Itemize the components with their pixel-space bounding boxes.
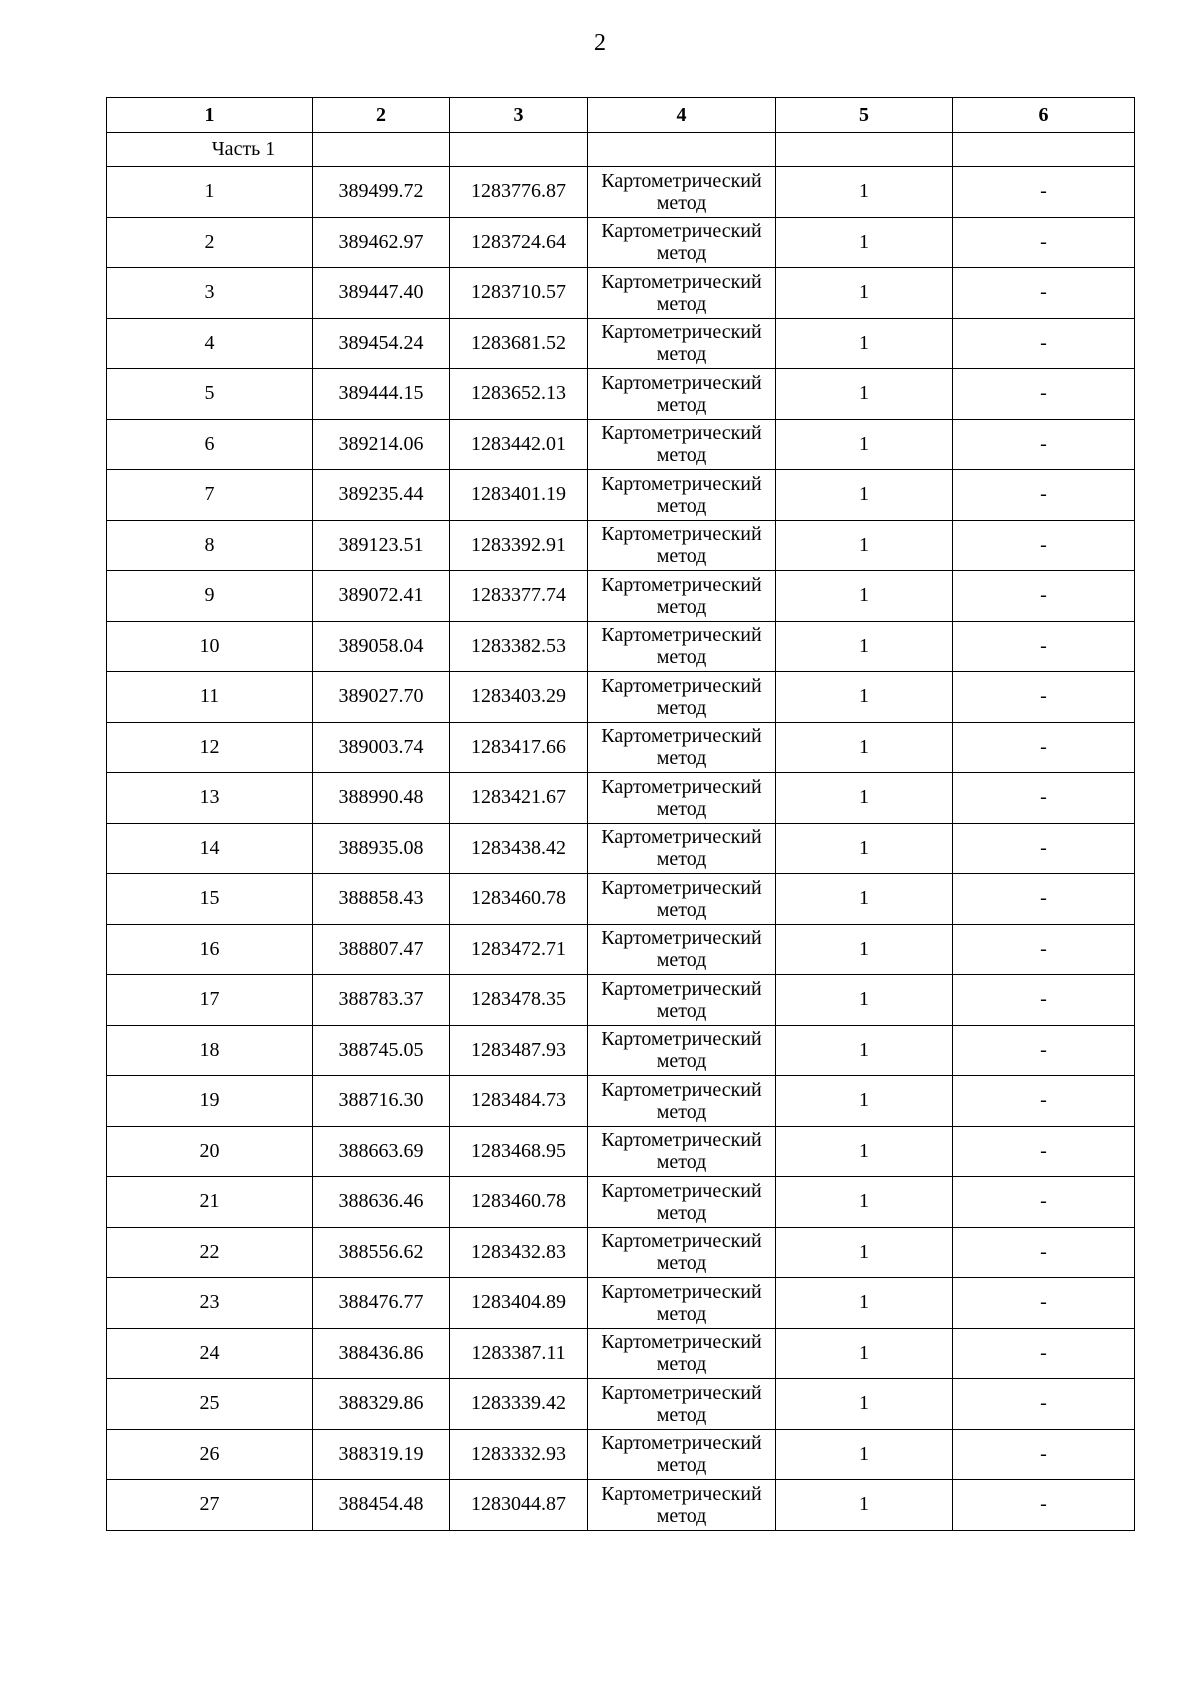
y-coordinate-cell: 1283377.74 — [450, 571, 588, 622]
column-5-cell: 1 — [776, 167, 953, 218]
x-coordinate-cell: 389447.40 — [313, 268, 450, 319]
column-6-cell: - — [953, 975, 1135, 1026]
table-row — [107, 268, 1135, 319]
column-5-cell: 1 — [776, 1126, 953, 1177]
point-number-cell: 10 — [107, 621, 313, 672]
method-line-2: метод — [656, 747, 707, 770]
method-line-2: метод — [656, 949, 707, 972]
table-row — [107, 1278, 1135, 1329]
table-row — [107, 167, 1135, 218]
point-number-cell: 11 — [107, 672, 313, 723]
column-6-cell: - — [953, 268, 1135, 319]
method-line-1: Картометрический — [601, 1331, 762, 1354]
method-line-1: Картометрический — [601, 876, 762, 899]
table-row — [107, 621, 1135, 672]
point-number-cell: 9 — [107, 571, 313, 622]
column-5-cell: 1 — [776, 621, 953, 672]
column-5-cell: 1 — [776, 369, 953, 420]
y-coordinate-cell: 1283472.71 — [450, 924, 588, 975]
empty-cell — [313, 133, 450, 167]
column-5-cell: 1 — [776, 1480, 953, 1531]
method-line-1: Картометрический — [601, 826, 762, 849]
x-coordinate-cell: 388329.86 — [313, 1379, 450, 1430]
y-coordinate-cell: 1283044.87 — [450, 1480, 588, 1531]
point-number-cell: 19 — [107, 1076, 313, 1127]
method-line-1: Картометрический — [601, 1179, 762, 1202]
x-coordinate-cell: 388858.43 — [313, 874, 450, 925]
method-line-1: Картометрический — [601, 523, 762, 546]
point-number-cell: 4 — [107, 318, 313, 369]
empty-cell — [450, 133, 588, 167]
column-6-cell: - — [953, 217, 1135, 268]
header-cell: 5 — [776, 98, 953, 133]
method-line-2: метод — [656, 1454, 707, 1477]
x-coordinate-cell: 388454.48 — [313, 1480, 450, 1531]
method-line-2: метод — [656, 292, 707, 315]
header-cell: 1 — [107, 98, 313, 133]
column-6-cell: - — [953, 1076, 1135, 1127]
empty-cell — [953, 133, 1135, 167]
table-row — [107, 1429, 1135, 1480]
y-coordinate-cell: 1283478.35 — [450, 975, 588, 1026]
method-line-1: Картометрический — [601, 624, 762, 647]
table-row — [107, 924, 1135, 975]
part-row — [107, 133, 1135, 167]
column-6-cell: - — [953, 470, 1135, 521]
method-cell — [588, 1227, 776, 1278]
y-coordinate-cell: 1283392.91 — [450, 520, 588, 571]
point-number-cell: 27 — [107, 1480, 313, 1531]
method-line-1: Картометрический — [601, 927, 762, 950]
y-coordinate-cell: 1283339.42 — [450, 1379, 588, 1430]
method-cell — [588, 1076, 776, 1127]
method-line-1: Картометрический — [601, 472, 762, 495]
table-row — [107, 1227, 1135, 1278]
method-line-2: метод — [656, 999, 707, 1022]
column-5-cell: 1 — [776, 217, 953, 268]
method-cell — [588, 369, 776, 420]
method-line-1: Картометрический — [601, 725, 762, 748]
point-number-cell: 22 — [107, 1227, 313, 1278]
y-coordinate-cell: 1283652.13 — [450, 369, 588, 420]
table-row — [107, 773, 1135, 824]
x-coordinate-cell: 389444.15 — [313, 369, 450, 420]
y-coordinate-cell: 1283487.93 — [450, 1025, 588, 1076]
column-5-cell: 1 — [776, 419, 953, 470]
column-6-cell: - — [953, 1429, 1135, 1480]
method-line-2: метод — [656, 1201, 707, 1224]
method-cell — [588, 773, 776, 824]
point-number-cell: 3 — [107, 268, 313, 319]
column-6-cell: - — [953, 1025, 1135, 1076]
column-5-cell: 1 — [776, 318, 953, 369]
x-coordinate-cell: 388319.19 — [313, 1429, 450, 1480]
y-coordinate-cell: 1283401.19 — [450, 470, 588, 521]
column-6-cell: - — [953, 1227, 1135, 1278]
y-coordinate-cell: 1283724.64 — [450, 217, 588, 268]
method-cell — [588, 672, 776, 723]
x-coordinate-cell: 389235.44 — [313, 470, 450, 521]
header-cell: 4 — [588, 98, 776, 133]
column-5-cell: 1 — [776, 1328, 953, 1379]
x-coordinate-cell: 389123.51 — [313, 520, 450, 571]
method-cell — [588, 1328, 776, 1379]
method-line-1: Картометрический — [601, 1129, 762, 1152]
y-coordinate-cell: 1283460.78 — [450, 874, 588, 925]
point-number-cell: 13 — [107, 773, 313, 824]
method-line-2: метод — [656, 191, 707, 214]
method-cell — [588, 470, 776, 521]
method-cell — [588, 571, 776, 622]
method-cell — [588, 1278, 776, 1329]
point-number-cell: 23 — [107, 1278, 313, 1329]
method-cell — [588, 621, 776, 672]
point-number-cell: 2 — [107, 217, 313, 268]
column-6-cell: - — [953, 520, 1135, 571]
method-line-2: метод — [656, 646, 707, 669]
point-number-cell: 8 — [107, 520, 313, 571]
part-label: Часть 1 — [107, 133, 313, 167]
table-row — [107, 1177, 1135, 1228]
table-row — [107, 1076, 1135, 1127]
method-line-2: метод — [656, 797, 707, 820]
method-line-2: метод — [656, 1504, 707, 1527]
x-coordinate-cell: 388807.47 — [313, 924, 450, 975]
x-coordinate-cell: 388436.86 — [313, 1328, 450, 1379]
method-line-1: Картометрический — [601, 1230, 762, 1253]
table-row — [107, 823, 1135, 874]
column-6-cell: - — [953, 924, 1135, 975]
column-5-cell: 1 — [776, 773, 953, 824]
column-5-cell: 1 — [776, 722, 953, 773]
method-line-1: Картометрический — [601, 270, 762, 293]
column-5-cell: 1 — [776, 470, 953, 521]
method-line-2: метод — [656, 343, 707, 366]
y-coordinate-cell: 1283468.95 — [450, 1126, 588, 1177]
y-coordinate-cell: 1283710.57 — [450, 268, 588, 319]
method-line-2: метод — [656, 1302, 707, 1325]
table-row — [107, 318, 1135, 369]
method-cell — [588, 823, 776, 874]
column-6-cell: - — [953, 672, 1135, 723]
y-coordinate-cell: 1283460.78 — [450, 1177, 588, 1228]
table-row — [107, 1328, 1135, 1379]
table-row — [107, 419, 1135, 470]
y-coordinate-cell: 1283432.83 — [450, 1227, 588, 1278]
column-6-cell: - — [953, 773, 1135, 824]
x-coordinate-cell: 388935.08 — [313, 823, 450, 874]
table-row — [107, 874, 1135, 925]
column-6-cell: - — [953, 823, 1135, 874]
y-coordinate-cell: 1283484.73 — [450, 1076, 588, 1127]
method-line-2: метод — [656, 1151, 707, 1174]
method-line-1: Картометрический — [601, 1280, 762, 1303]
column-6-cell: - — [953, 571, 1135, 622]
point-number-cell: 16 — [107, 924, 313, 975]
method-line-2: метод — [656, 595, 707, 618]
table-header-row — [107, 98, 1135, 133]
column-6-cell: - — [953, 722, 1135, 773]
point-number-cell: 25 — [107, 1379, 313, 1430]
method-line-1: Картометрический — [601, 1028, 762, 1051]
header-cell: 2 — [313, 98, 450, 133]
x-coordinate-cell: 388745.05 — [313, 1025, 450, 1076]
method-line-1: Картометрический — [601, 1381, 762, 1404]
method-cell — [588, 975, 776, 1026]
column-6-cell: - — [953, 1177, 1135, 1228]
table-row — [107, 1379, 1135, 1430]
method-line-2: метод — [656, 898, 707, 921]
method-cell — [588, 1126, 776, 1177]
column-6-cell: - — [953, 874, 1135, 925]
column-6-cell: - — [953, 369, 1135, 420]
method-line-2: метод — [656, 848, 707, 871]
x-coordinate-cell: 388716.30 — [313, 1076, 450, 1127]
coordinates-table — [106, 97, 1135, 1531]
column-5-cell: 1 — [776, 1227, 953, 1278]
table-row — [107, 722, 1135, 773]
column-6-cell: - — [953, 621, 1135, 672]
method-line-2: метод — [656, 1050, 707, 1073]
x-coordinate-cell: 389027.70 — [313, 672, 450, 723]
column-6-cell: - — [953, 167, 1135, 218]
x-coordinate-cell: 389003.74 — [313, 722, 450, 773]
x-coordinate-cell: 388476.77 — [313, 1278, 450, 1329]
table-row — [107, 470, 1135, 521]
method-line-2: метод — [656, 1353, 707, 1376]
table-row — [107, 1126, 1135, 1177]
column-5-cell: 1 — [776, 1076, 953, 1127]
point-number-cell: 26 — [107, 1429, 313, 1480]
method-line-1: Картометрический — [601, 321, 762, 344]
y-coordinate-cell: 1283404.89 — [450, 1278, 588, 1329]
table-row — [107, 1025, 1135, 1076]
method-cell — [588, 1480, 776, 1531]
method-line-1: Картометрический — [601, 220, 762, 243]
method-cell — [588, 722, 776, 773]
method-cell — [588, 1025, 776, 1076]
point-number-cell: 21 — [107, 1177, 313, 1228]
column-6-cell: - — [953, 1480, 1135, 1531]
method-cell — [588, 520, 776, 571]
method-cell — [588, 1379, 776, 1430]
table-row — [107, 369, 1135, 420]
column-5-cell: 1 — [776, 571, 953, 622]
column-5-cell: 1 — [776, 672, 953, 723]
method-line-1: Картометрический — [601, 674, 762, 697]
column-6-cell: - — [953, 1328, 1135, 1379]
y-coordinate-cell: 1283681.52 — [450, 318, 588, 369]
point-number-cell: 5 — [107, 369, 313, 420]
method-cell — [588, 924, 776, 975]
column-5-cell: 1 — [776, 1278, 953, 1329]
point-number-cell: 7 — [107, 470, 313, 521]
point-number-cell: 15 — [107, 874, 313, 925]
method-cell — [588, 318, 776, 369]
method-line-1: Картометрический — [601, 1078, 762, 1101]
method-line-2: метод — [656, 444, 707, 467]
method-line-2: метод — [656, 393, 707, 416]
method-line-1: Картометрический — [601, 371, 762, 394]
method-line-2: метод — [656, 1403, 707, 1426]
method-line-2: метод — [656, 1100, 707, 1123]
table-row — [107, 217, 1135, 268]
method-line-1: Картометрический — [601, 1432, 762, 1455]
column-5-cell: 1 — [776, 924, 953, 975]
y-coordinate-cell: 1283387.11 — [450, 1328, 588, 1379]
x-coordinate-cell: 388636.46 — [313, 1177, 450, 1228]
column-5-cell: 1 — [776, 1429, 953, 1480]
column-5-cell: 1 — [776, 1025, 953, 1076]
table-row — [107, 975, 1135, 1026]
method-line-1: Картометрический — [601, 977, 762, 1000]
column-5-cell: 1 — [776, 268, 953, 319]
column-5-cell: 1 — [776, 975, 953, 1026]
column-6-cell: - — [953, 1126, 1135, 1177]
y-coordinate-cell: 1283417.66 — [450, 722, 588, 773]
x-coordinate-cell: 389454.24 — [313, 318, 450, 369]
column-5-cell: 1 — [776, 823, 953, 874]
method-cell — [588, 217, 776, 268]
header-cell: 3 — [450, 98, 588, 133]
point-number-cell: 6 — [107, 419, 313, 470]
table-row — [107, 1480, 1135, 1531]
table-row — [107, 672, 1135, 723]
x-coordinate-cell: 389499.72 — [313, 167, 450, 218]
method-line-2: метод — [656, 696, 707, 719]
column-5-cell: 1 — [776, 520, 953, 571]
y-coordinate-cell: 1283438.42 — [450, 823, 588, 874]
method-cell — [588, 874, 776, 925]
point-number-cell: 17 — [107, 975, 313, 1026]
method-cell — [588, 268, 776, 319]
method-line-2: метод — [656, 1252, 707, 1275]
y-coordinate-cell: 1283403.29 — [450, 672, 588, 723]
point-number-cell: 14 — [107, 823, 313, 874]
x-coordinate-cell: 388663.69 — [313, 1126, 450, 1177]
method-cell — [588, 167, 776, 218]
point-number-cell: 24 — [107, 1328, 313, 1379]
method-cell — [588, 1177, 776, 1228]
y-coordinate-cell: 1283421.67 — [450, 773, 588, 824]
column-6-cell: - — [953, 1379, 1135, 1430]
table-row — [107, 571, 1135, 622]
method-line-2: метод — [656, 242, 707, 265]
method-line-2: метод — [656, 545, 707, 568]
column-5-cell: 1 — [776, 1177, 953, 1228]
y-coordinate-cell: 1283332.93 — [450, 1429, 588, 1480]
point-number-cell: 1 — [107, 167, 313, 218]
method-line-1: Картометрический — [601, 422, 762, 445]
x-coordinate-cell: 388990.48 — [313, 773, 450, 824]
column-5-cell: 1 — [776, 1379, 953, 1430]
y-coordinate-cell: 1283776.87 — [450, 167, 588, 218]
empty-cell — [776, 133, 953, 167]
column-6-cell: - — [953, 318, 1135, 369]
column-6-cell: - — [953, 1278, 1135, 1329]
point-number-cell: 18 — [107, 1025, 313, 1076]
empty-cell — [588, 133, 776, 167]
x-coordinate-cell: 389072.41 — [313, 571, 450, 622]
method-cell — [588, 1429, 776, 1480]
x-coordinate-cell: 389214.06 — [313, 419, 450, 470]
x-coordinate-cell: 389058.04 — [313, 621, 450, 672]
x-coordinate-cell: 389462.97 — [313, 217, 450, 268]
method-line-1: Картометрический — [601, 169, 762, 192]
y-coordinate-cell: 1283382.53 — [450, 621, 588, 672]
method-cell — [588, 419, 776, 470]
method-line-2: метод — [656, 494, 707, 517]
column-5-cell: 1 — [776, 874, 953, 925]
y-coordinate-cell: 1283442.01 — [450, 419, 588, 470]
page-number: 2 — [594, 30, 606, 56]
x-coordinate-cell: 388556.62 — [313, 1227, 450, 1278]
column-6-cell: - — [953, 419, 1135, 470]
x-coordinate-cell: 388783.37 — [313, 975, 450, 1026]
table-row — [107, 520, 1135, 571]
method-line-1: Картометрический — [601, 573, 762, 596]
point-number-cell: 20 — [107, 1126, 313, 1177]
method-line-1: Картометрический — [601, 1482, 762, 1505]
point-number-cell: 12 — [107, 722, 313, 773]
method-line-1: Картометрический — [601, 775, 762, 798]
header-cell: 6 — [953, 98, 1135, 133]
